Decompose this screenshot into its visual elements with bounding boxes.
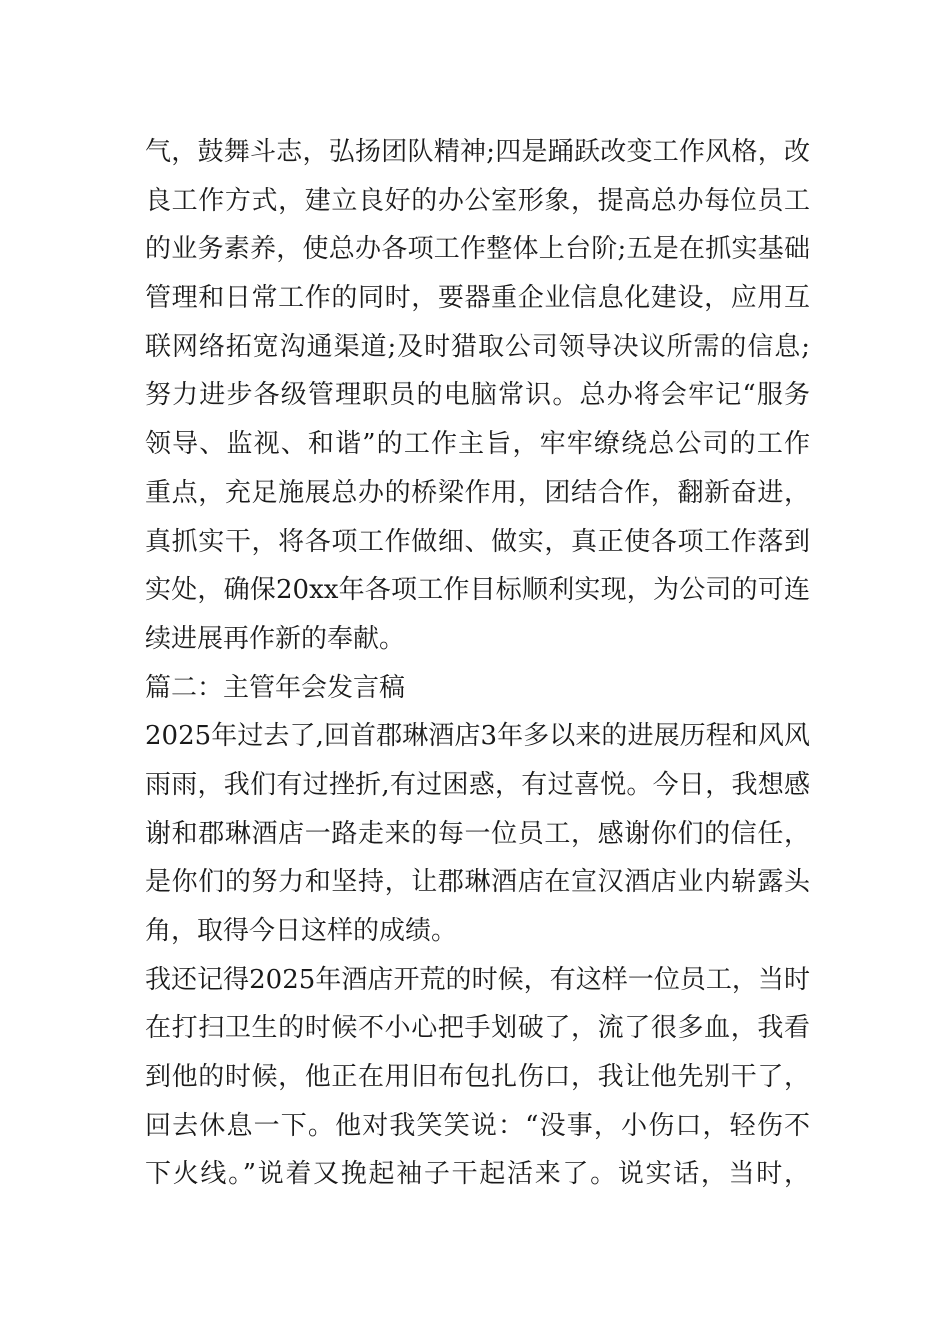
text-line: 角，取得今日这样的成绩。 bbox=[145, 916, 458, 946]
text-line: 领导、监视、和谐”的工作主旨，牢牢缭绕总公司的工作 bbox=[145, 429, 810, 460]
text-line: 联网络拓宽沟通渠道;及时猎取公司领导决议所需的信息; bbox=[145, 331, 810, 362]
text-line: 良工作方式，建立良好的办公室形象，提高总办每位员工 bbox=[145, 185, 810, 216]
text-line: 回去休息一下。他对我笑笑说：“没事，小伤口，轻伤不 bbox=[145, 1110, 810, 1141]
text-line: 续进展再作新的奉献。 bbox=[145, 623, 406, 654]
section-heading: 篇二：主管年会发言稿 bbox=[145, 672, 406, 703]
text-line: 在打扫卫生的时候不小心把手划破了，流了很多血，我看 bbox=[145, 1013, 810, 1044]
text-line: 努力进步各级管理职员的电脑常识。总办将会牢记“服务 bbox=[145, 380, 810, 411]
document-page bbox=[145, 128, 810, 1199]
text-line: 是你们的努力和坚持，让郡琳酒店在宣汉酒店业内崭露头 bbox=[145, 867, 810, 898]
text-line: 重点，充足施展总办的桥梁作用，团结合作，翻新奋进， bbox=[145, 477, 810, 508]
text-line: 管理和日常工作的同时，要器重企业信息化建设，应用互 bbox=[145, 283, 810, 314]
text-line: 谢和郡琳酒店一路走来的每一位员工，感谢你们的信任， bbox=[145, 818, 810, 849]
text-line: 实处，确保20xx年各项工作目标顺利实现，为公司的可连 bbox=[145, 575, 810, 606]
text-line: 下火线。”说着又挽起袖子干起活来了。说实话，当时， bbox=[145, 1159, 810, 1190]
text-line: 到他的时候，他正在用旧布包扎伤口，我让他先别干了， bbox=[145, 1062, 810, 1093]
text-line: 2025年过去了,回首郡琳酒店3年多以来的进展历程和风风 bbox=[145, 721, 810, 752]
text-line: 我还记得2025年酒店开荒的时候，有这样一位员工，当时 bbox=[145, 964, 810, 995]
text-line: 真抓实干，将各项工作做细、做实，真正使各项工作落到 bbox=[145, 526, 810, 557]
text-line: 的业务素养，使总办各项工作整体上台阶;五是在抓实基础 bbox=[145, 234, 810, 265]
text-line: 雨雨，我们有过挫折,有过困惑，有过喜悦。今日，我想感 bbox=[145, 769, 810, 800]
text-line: 气，鼓舞斗志，弘扬团队精神;四是踊跃改变工作风格，改 bbox=[145, 137, 810, 167]
